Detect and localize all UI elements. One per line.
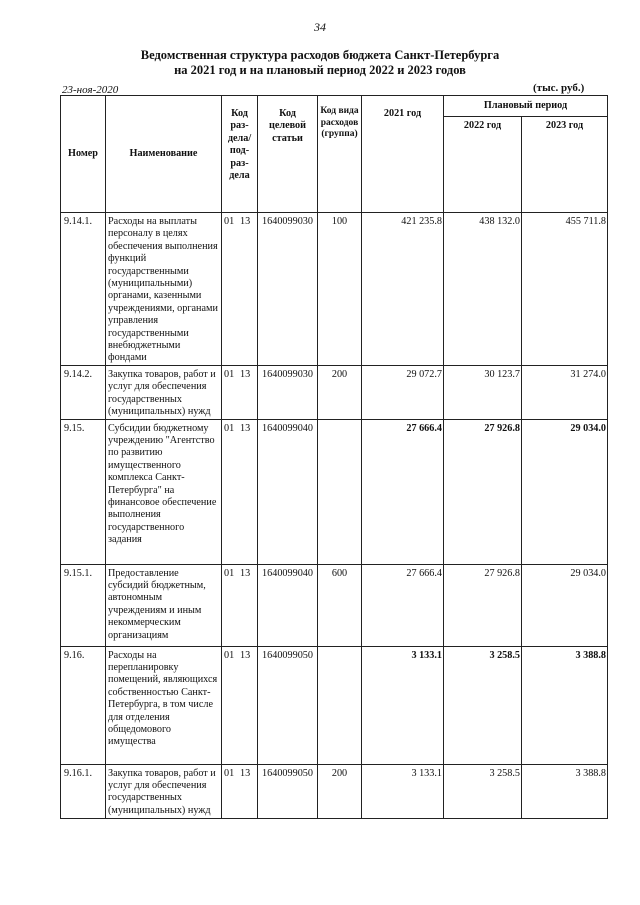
row-name: Расходы на перепланировку помещений, являющихся собственностью Санкт-Петербурга, в том числе для отделения общедомового имущества <box>106 646 222 764</box>
row-section-code <box>222 366 258 420</box>
row-section-code <box>222 564 258 646</box>
section-code: 01 <box>224 369 235 380</box>
section-code: 01 <box>224 422 235 434</box>
row-expense-type: 200 <box>318 764 362 818</box>
table-row <box>61 419 608 564</box>
row-value-2021: 3 133.1 <box>362 646 444 764</box>
budget-table <box>60 95 608 819</box>
row-value-2023: 29 034.0 <box>522 419 608 564</box>
row-value-2022: 438 132.0 <box>444 213 522 366</box>
row-expense-type: 600 <box>318 564 362 646</box>
row-name: Субсидии бюджетному учреждению "Агентство по развитию имущественного комплекса Санкт-Петербурга" на финансовое обеспечение выполнения государственного задания <box>106 419 222 564</box>
row-target-code: 1640099050 <box>258 764 318 818</box>
section-code: 01 <box>224 216 235 227</box>
row-name: Закупка товаров, работ и услуг для обеспечения государственных (муниципальных) нужд <box>106 366 222 420</box>
row-expense-type: 200 <box>318 366 362 420</box>
subsection-code: 13 <box>240 649 251 661</box>
header-expense-type: Код вида расходов (группа) <box>318 96 362 213</box>
subsection-code: 13 <box>240 369 251 380</box>
row-value-2021: 27 666.4 <box>362 419 444 564</box>
row-value-2023: 455 711.8 <box>522 213 608 366</box>
title-line-1: Ведомственная структура расходов бюджета Санкт-Петербурга <box>140 48 500 62</box>
row-value-2022: 30 123.7 <box>444 366 522 420</box>
row-section-code <box>222 646 258 764</box>
row-section-code <box>222 764 258 818</box>
header-planned-period: Плановый период <box>444 96 608 117</box>
row-value-2022: 3 258.5 <box>444 646 522 764</box>
row-value-2022: 27 926.8 <box>444 419 522 564</box>
row-number: 9.15.1. <box>61 564 106 646</box>
row-number: 9.14.2. <box>61 366 106 420</box>
row-section-code <box>222 213 258 366</box>
row-value-2023: 31 274.0 <box>522 366 608 420</box>
row-target-code: 1640099050 <box>258 646 318 764</box>
row-target-code: 1640099040 <box>258 419 318 564</box>
section-code: 01 <box>224 567 235 579</box>
row-section-code <box>222 419 258 564</box>
row-value-2021: 3 133.1 <box>362 764 444 818</box>
row-value-2021: 421 235.8 <box>362 213 444 366</box>
header-name: Наименование <box>106 96 222 213</box>
table-row <box>61 764 608 818</box>
header-number: Номер <box>61 96 106 213</box>
subsection-code: 13 <box>240 422 251 434</box>
subsection-code: 13 <box>240 767 251 779</box>
header-section-code: Код раз-дела/ под-раз-дела <box>222 96 258 213</box>
row-target-code: 1640099030 <box>258 366 318 420</box>
row-value-2021: 27 666.4 <box>362 564 444 646</box>
title-line-2: на 2021 год и на плановый период 2022 и 2023 годов <box>174 63 466 77</box>
section-code: 01 <box>224 649 235 661</box>
row-name: Закупка товаров, работ и услуг для обеспечения государственных (муниципальных) нужд <box>106 764 222 818</box>
row-value-2023: 29 034.0 <box>522 564 608 646</box>
table-row <box>61 564 608 646</box>
row-value-2021: 29 072.7 <box>362 366 444 420</box>
row-expense-type <box>318 646 362 764</box>
row-target-code: 1640099040 <box>258 564 318 646</box>
row-target-code: 1640099030 <box>258 213 318 366</box>
row-value-2023: 3 388.8 <box>522 646 608 764</box>
page-number: 34 <box>314 20 326 34</box>
row-value-2022: 3 258.5 <box>444 764 522 818</box>
row-value-2023: 3 388.8 <box>522 764 608 818</box>
header-target-code: Код целевой статьи <box>258 96 318 213</box>
section-code: 01 <box>224 767 235 779</box>
subsection-code: 13 <box>240 216 251 227</box>
row-number: 9.16.1. <box>61 764 106 818</box>
row-number: 9.14.1. <box>61 213 106 366</box>
row-expense-type: 100 <box>318 213 362 366</box>
page-title <box>0 48 640 78</box>
row-number: 9.16. <box>61 646 106 764</box>
row-name: Расходы на выплаты персоналу в целях обеспечения выполнения функций государственными (муниципальными) органами, казенными учреждениями, органами управления государственными внебюджетными фондами <box>106 213 222 366</box>
row-expense-type <box>318 419 362 564</box>
header-2022: 2022 год <box>444 117 522 213</box>
row-name: Предоставление субсидий бюджетным, автономным учреждениям и иным некоммерческим организациям <box>106 564 222 646</box>
table-row <box>61 646 608 764</box>
subsection-code: 13 <box>240 567 251 579</box>
units-label: (тыс. руб.) <box>533 82 585 94</box>
table-row <box>61 213 608 366</box>
header-2023: 2023 год <box>522 117 608 213</box>
header-2021: 2021 год <box>362 96 444 213</box>
row-value-2022: 27 926.8 <box>444 564 522 646</box>
document-date: 23-ноя-2020 <box>62 84 119 96</box>
table-row <box>61 366 608 420</box>
row-number: 9.15. <box>61 419 106 564</box>
